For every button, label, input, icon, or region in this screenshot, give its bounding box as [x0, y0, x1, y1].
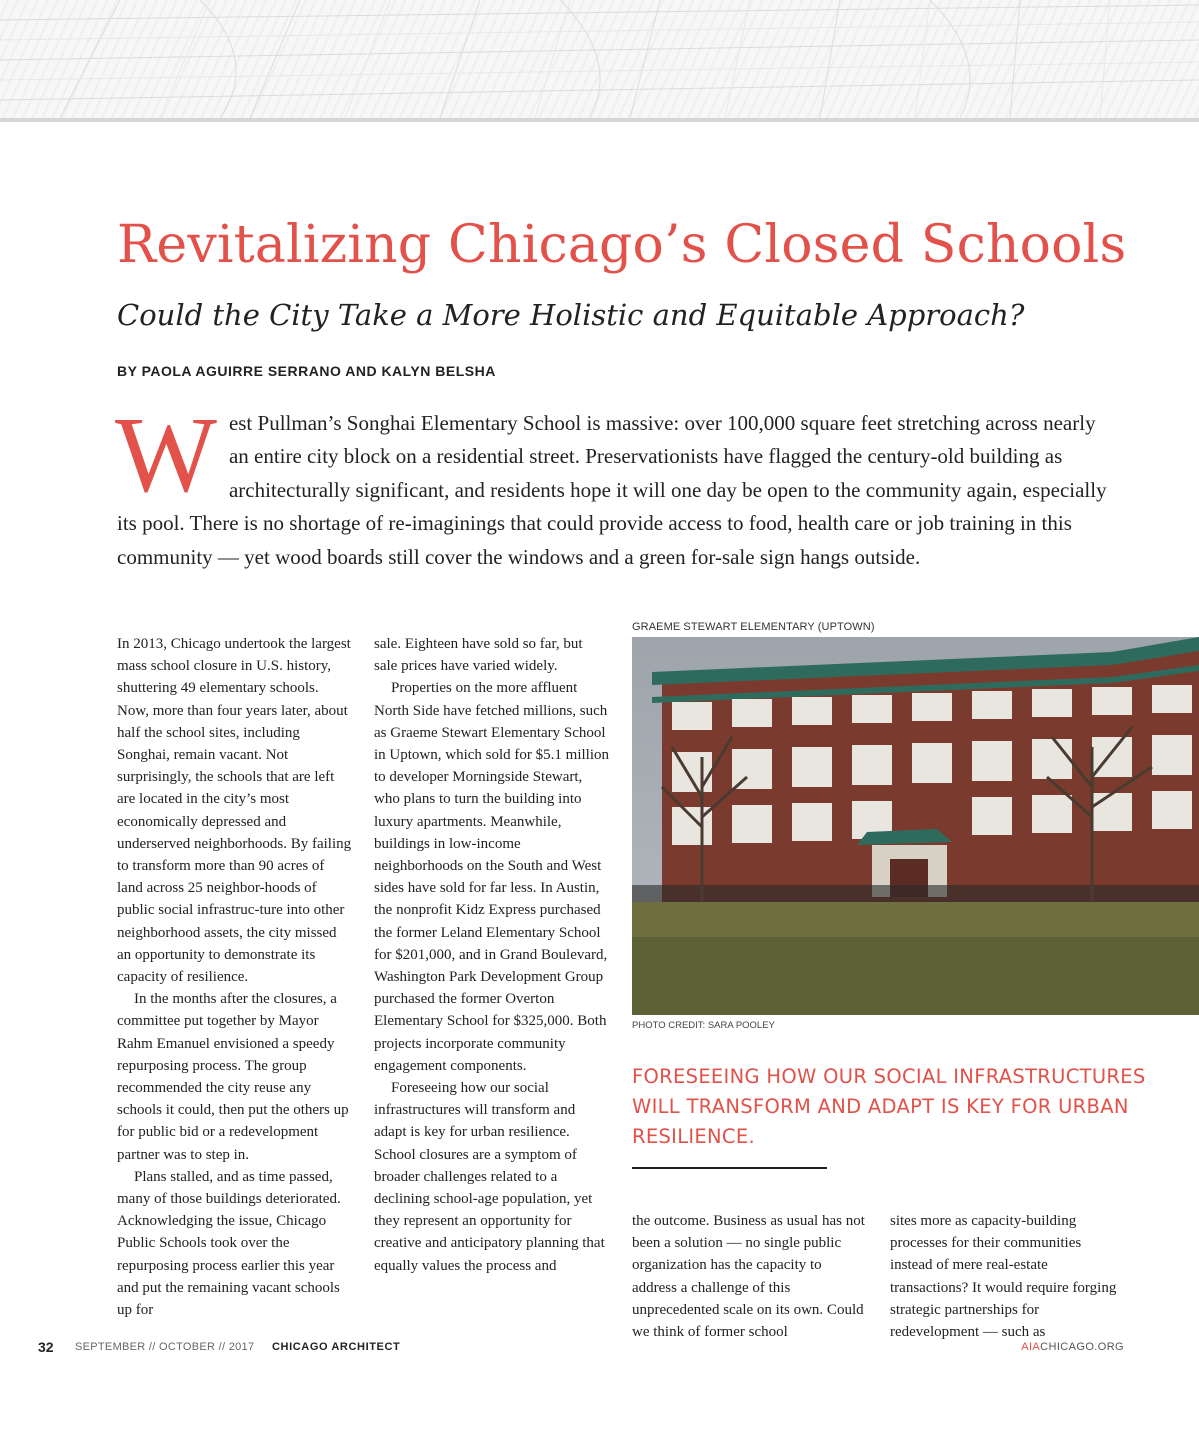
magazine-name: CHICAGO ARCHITECT [272, 1341, 401, 1353]
paragraph: Foreseeing how our social infrastructures will transform and adapt is key for urban resilience. School closures are a symptom of broader challenges related to a declining school-age population, yet they represent an opportunity for creative and anticipatory planning that equally values the process and [374, 1080, 605, 1274]
body-column-1 [117, 633, 352, 1321]
drop-cap: W [115, 396, 217, 515]
paragraph: Properties on the more affluent North Side have fetched millions, such as Graeme Stewart Elementary School in Uptown, which sold for $5.1 million to developer Morningside Stewart, who plans to turn the building into luxury apartments. Meanwhile, buildings in low-income neighborhoods on the South and West sides have sold for far less. In Austin, the nonprofit Kidz Express purchased the former Leland Elementary School for $201,000, and in Grand Boulevard, Washington Park Development Group purchased the former Overton Elementary School for $325,000. Both projects incorporate community engagement components. [374, 680, 609, 1074]
body-column-4 [890, 1210, 1125, 1343]
paragraph: the outcome. Business as usual has not been a solution — no single public organization has the capacity to address a challenge of this unprecedented scale on its own. Could we think of former school [632, 1213, 865, 1341]
website-link[interactable] [1021, 1341, 1124, 1353]
body-column-3 [632, 1210, 867, 1343]
issue-date: SEPTEMBER // OCTOBER // 2017 [75, 1341, 255, 1353]
article-subtitle: Could the City Take a More Holistic and Equitable Approach? [117, 298, 1025, 332]
paragraph: sites more as capacity-building processes for their communities instead of mere real-estate transactions? It would require forging strategic partnerships for redevelopment — such as [890, 1213, 1117, 1341]
school-building-photo [632, 637, 1199, 1015]
paragraph: Plans stalled, and as time passed, many of those buildings deteriorated. Acknowledging the issue, Chicago Public Schools took over the repurposing process earlier this year and put the remaining vacant schools up for [117, 1168, 341, 1319]
paragraph: In the months after the closures, a committee put together by Mayor Rahm Emanuel envisioned a speedy repurposing process. The group recommended the city reuse any schools it could, then put the others up for public bid or a redevelopment partner was to step in. [117, 991, 349, 1163]
photo-caption: GRAEME STEWART ELEMENTARY (UPTOWN) [632, 621, 875, 633]
pull-quote: FORESEEING HOW OUR SOCIAL INFRASTRUCTURES WILL TRANSFORM AND ADAPT IS KEY FOR URBAN RESILIENCE. [632, 1065, 1146, 1148]
lead-paragraph [115, 396, 1117, 574]
paragraph: sale. Eighteen have sold so far, but sale prices have varied widely. [374, 636, 583, 675]
byline: BY PAOLA AGUIRRE SERRANO AND KALYN BELSHA [117, 363, 496, 379]
photo-credit: PHOTO CREDIT: SARA POOLEY [632, 1020, 775, 1031]
header-divider [0, 118, 1199, 122]
pull-quote-rule [632, 1167, 827, 1169]
header-pattern-band [0, 0, 1199, 118]
paragraph: In 2013, Chicago undertook the largest mass school closure in U.S. history, shuttering 49 elementary schools. Now, more than four years later, about half the school sites, including Songhai, remain vacant. Not surprisingly, the schools that are left are located in the city’s most economically depressed and underserved neighborhoods. By failing to transform more than 90 acres of land across 25 neighbor-hoods of public social infrastruc-ture into other neighborhood assets, the city missed an opportunity to demonstrate its capacity of resilience. [117, 636, 352, 986]
body-column-2 [374, 633, 609, 1277]
page-number: 32 [38, 1339, 54, 1355]
lead-text: est Pullman’s Songhai Elementary School is massive: over 100,000 square feet stretching across nearly an entire city block on a residential street. Preservationists have flagged the century-old building as architecturally significant, and residents hope it will one day be open to the community again, especially its pool. There is no shortage of re-imaginings that could provide access to food, health care or job training in this community — yet wood boards still cover the windows and a green for-sale sign hangs outside. [117, 411, 1107, 569]
header-map-pattern [0, 0, 1199, 118]
article-title: Revitalizing Chicago’s Closed Schools [117, 215, 1127, 275]
school-building-illustration [632, 637, 1199, 1015]
website-rest: CHICAGO.ORG [1040, 1341, 1124, 1353]
website-accent: AIA [1021, 1341, 1041, 1353]
